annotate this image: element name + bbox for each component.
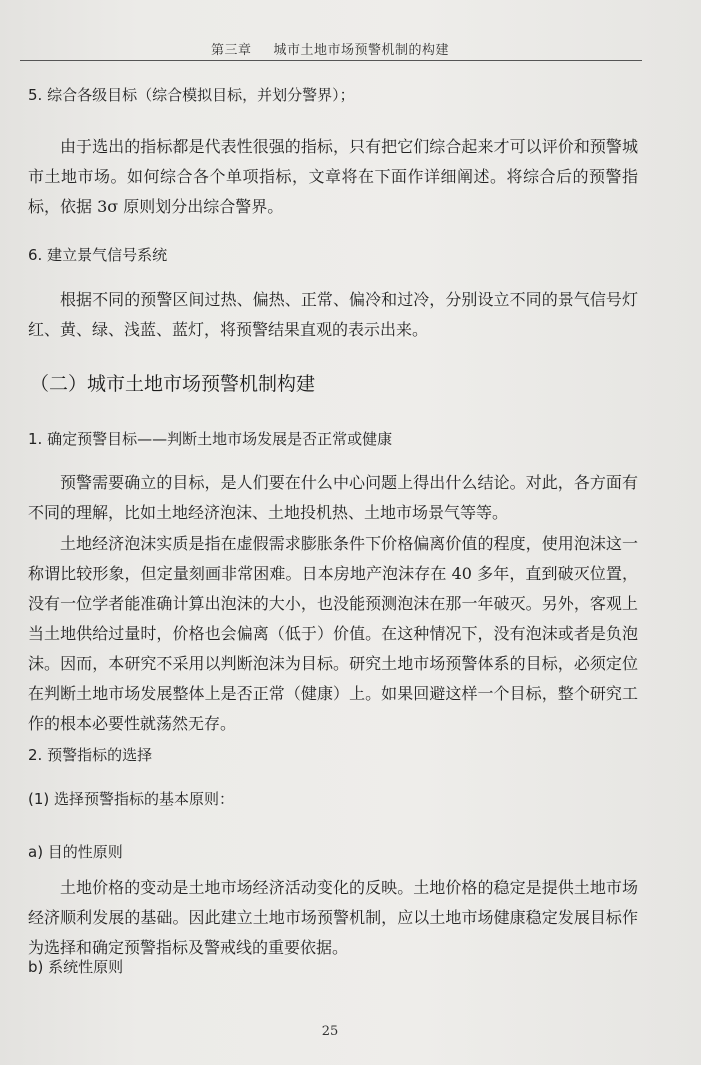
section-title: （二）城市土地市场预警机制构建 xyxy=(30,373,316,395)
header-rule xyxy=(20,60,642,61)
principle-b-heading: b) 系统性原则 xyxy=(28,958,124,976)
page-number: 25 xyxy=(321,1024,339,1039)
subsection-2-1-heading: (1) 选择预警指标的基本原则： xyxy=(28,790,235,808)
header-chapter: 第三章 xyxy=(210,43,252,58)
subsection-1-paragraph-1: 预警需要确立的目标，是人们要在什么中心问题上得出什么结论。对此，各方面有不同的理解，比如土地经济泡沫、土地投机热、土地市场景气等等。 xyxy=(28,473,638,522)
principle-a-paragraph: 土地价格的变动是土地市场经济活动变化的反映。土地价格的稳定是提供土地市场经济顺利发展的基础。因此建立土地市场预警机制，应以土地市场健康稳定发展目标作为选择和确定预警指标及警戒线的重要依据。 xyxy=(28,878,638,957)
subsection-1-paragraph-2: 土地经济泡沫实质是指在虚假需求膨胀条件下价格偏离价值的程度，使用泡沫这一称谓比较形象，但定量刻画非常困难。日本房地产泡沫存在 40 多年，直到破灭位置，没有一位学者能准确计算出泡沫的大小，也没能预测泡沫在那一年破灭。另外，客观上当土地供给过量时，价格也会偏离（低于）价值。在这种情况下，没有泡沫或者是负泡沫。因而，本研究不采用以判断泡沫为目标。研究土地市场预警体系的目标，必须定位在判断土地市场发展整体上是否正常（健康）上。如果回避这样一个目标，整个研究工作的根本必要性就荡然无存。 xyxy=(28,534,638,733)
item-5-heading: 5. 综合各级目标（综合模拟目标，并划分警界）； xyxy=(28,86,355,104)
subsection-1-heading: 1. 确定预警目标——判断土地市场发展是否正常或健康 xyxy=(28,430,393,448)
item-6-heading: 6. 建立景气信号系统 xyxy=(28,246,168,264)
item-5-paragraph: 由于选出的指标都是代表性很强的指标，只有把它们综合起来才可以评价和预警城市土地市场。如何综合各个单项指标，文章将在下面作详细阐述。将综合后的预警指标，依据 3σ 原则划分出综合警界。 xyxy=(28,137,638,216)
principle-a-heading: a) 目的性原则 xyxy=(28,843,123,861)
running-header xyxy=(20,39,640,61)
item-6-paragraph: 根据不同的预警区间过热、偏热、正常、偏冷和过冷，分别设立不同的景气信号灯红、黄、绿、浅蓝、蓝灯，将预警结果直观的表示出来。 xyxy=(28,290,638,339)
header-title: 城市土地市场预警机制的构建 xyxy=(273,43,450,58)
subsection-2-heading: 2. 预警指标的选择 xyxy=(28,746,153,764)
